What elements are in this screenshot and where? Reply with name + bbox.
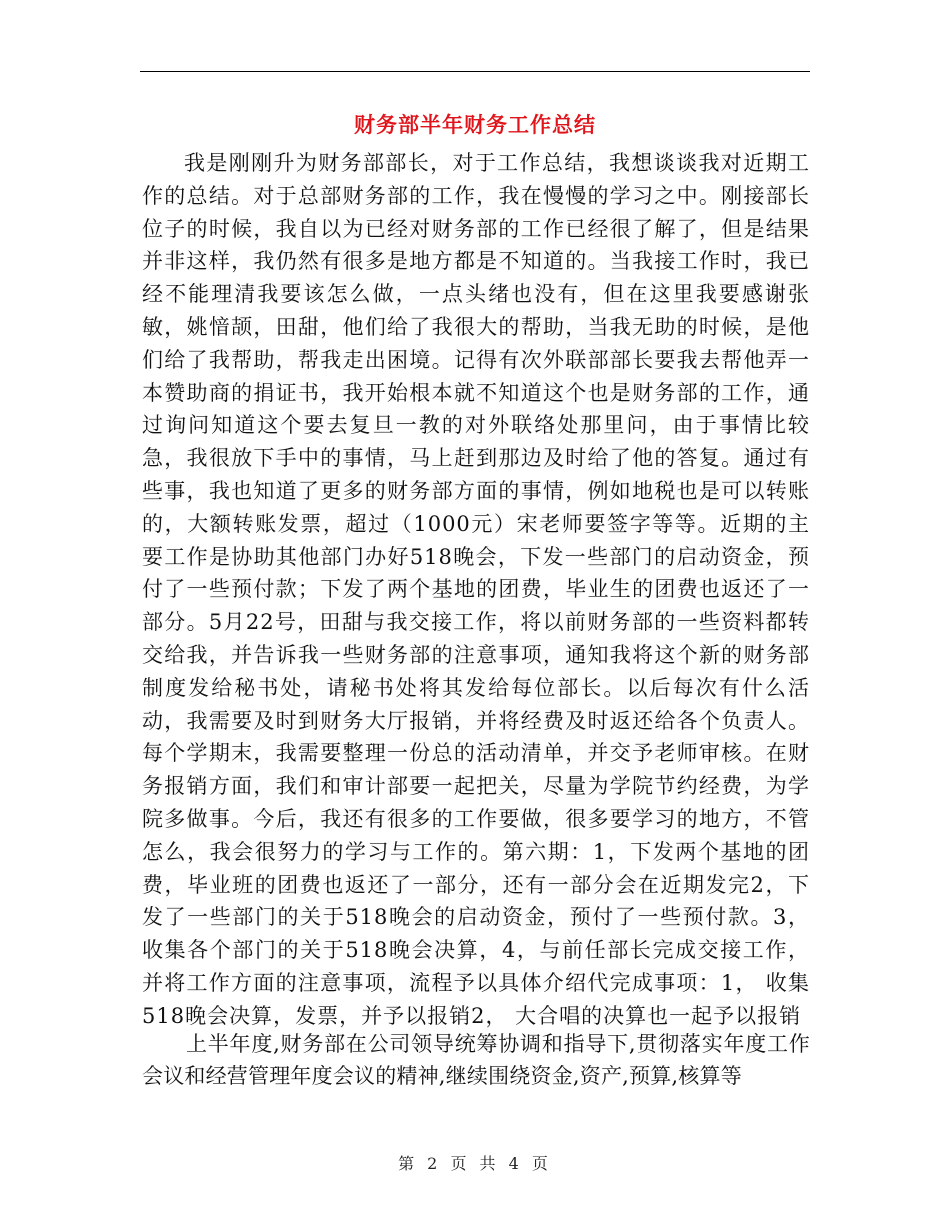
page-number-footer: 第 2 页 共 4 页 — [398, 1154, 552, 1173]
header-rule — [140, 71, 810, 72]
body-paragraph-1: 我是刚刚升为财务部部长，对于工作总结，我想谈谈我对近期工作的总结。对于总部财务部的工作，我在慢慢的学习之中。刚接部长位子的时候，我自以为已经对财务部的工作已经很了解了，但是结果并非这样，我仍然有很多是地方都是不知道的。当我接工作时，我已经不能理清我要该怎么做，一点头绪也没有，但在这里我要感谢张敏，姚愔颉，田甜，他们给了我很大的帮助，当我无助的时候，是他们给了我帮助，帮我走出困境。记得有次外联部部长要我去帮他弄一本赞助商的捐证书，我开始根本就不知道这个也是财务部的工作，通过询问知道这个要去复旦一教的对外联络处那里问，由于事情比较急，我很放下手中的事情，马上赶到那边及时给了他的答复。通过有些事，我也知道了更多的财务部方面的事情，例如地税也是可以转账的，大额转账发票，超过（1000元）宋老师要签字等等。近期的主要工作是协助其他部门办好518晚会，下发一些部门的启动资金，预付了一些预付款；下发了两个基地的团费，毕业生的团费也返还了一部分。5月22号，田甜与我交接工作，将以前财务部的一些资料都转交给我，并告诉我一些财务部的注意事项，通知我将这个新的财务部制度发给秘书处，请秘书处将其发给每位部长。以后每次有什么活动，我需要及时到财务大厅报销，并将经费及时返还给各个负责人。每个学期末，我需要整理一份总的活动清单，并交予老师审核。在财务报销方面，我们和审计部要一起把关，尽量为学院节约经费，为学院多做事。今后，我还有很多的工作要做，很多要学习的地方，不管怎么，我会很努力的学习与工作的。第六期：1，下发两个基地的团费，毕业班的团费也返还了一部分，还有一部分会在近期发完2，下发了一些部门的关于518晚会的启动资金，预付了一些预付款。3，收集各个部门的关于518晚会决算，4，与前任部长完成交接工作，并将工作方面的注意事项，流程予以具体介绍代完成事项：1， 收集518晚会决算，发票，并予以报销2， 大合唱的决算也一起予以报销 — [142, 151, 810, 1028]
document-title: 财务部半年财务工作总结 — [354, 112, 596, 137]
body-paragraph-2: 上半年度,财务部在公司领导统筹协调和指导下,贯彻落实年度工作会议和经营管理年度会议的精神,继续围绕资金,资产,预算,核算等 — [142, 1032, 810, 1088]
